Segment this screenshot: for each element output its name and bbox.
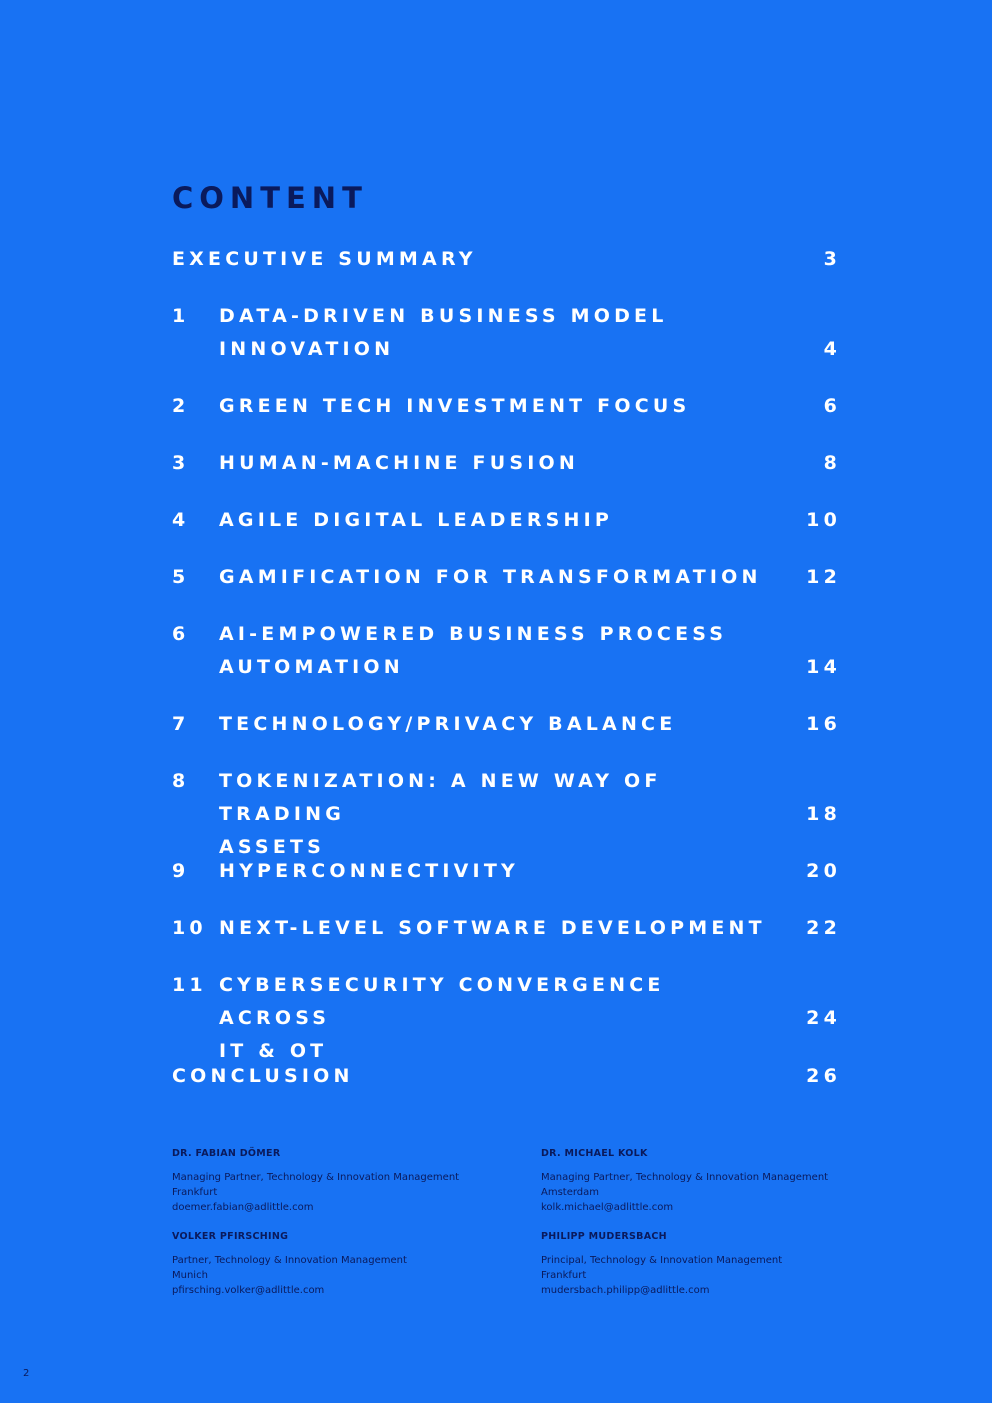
toc-entry-page: 12	[806, 566, 841, 588]
toc-entry-title-line: HYPERCONNECTIVITY	[219, 860, 519, 882]
toc-entry-page: 14	[806, 656, 841, 678]
contact-role: Managing Partner, Technology & Innovation Management	[541, 1172, 829, 1183]
contact-role: Managing Partner, Technology & Innovation Management	[172, 1172, 460, 1183]
toc-entry-title-line: CONCLUSION	[172, 1065, 354, 1087]
toc-entry-number: 10	[172, 917, 207, 939]
toc-entry-page: 18	[806, 803, 841, 825]
toc-entry-title-line: TOKENIZATION: A NEW WAY OF TRADING	[219, 770, 662, 825]
toc-entry-number: 8	[172, 770, 190, 792]
contact-city: Frankfurt	[541, 1270, 587, 1281]
toc-entry-title-line: ASSETS	[219, 836, 326, 858]
contact-email[interactable]: mudersbach.philipp@adlittle.com	[541, 1285, 710, 1296]
contact-name: DR. FABIAN DÖMER	[172, 1148, 281, 1159]
contact-role: Partner, Technology & Innovation Management	[172, 1255, 407, 1266]
contact-card	[541, 1229, 782, 1298]
toc-entry-title-line: AI-EMPOWERED BUSINESS PROCESS	[219, 623, 728, 645]
toc-entry-title-line: INNOVATION	[219, 338, 395, 360]
toc-entry-page: 24	[806, 1007, 841, 1029]
contact-card	[541, 1146, 828, 1215]
toc-entry-title-line: NEXT-LEVEL SOFTWARE DEVELOPMENT	[219, 917, 766, 939]
toc-entry-page: 16	[806, 713, 841, 735]
toc-entry-page: 6	[823, 395, 841, 417]
toc-entry-number: 3	[172, 452, 190, 474]
toc-entry-number: 6	[172, 623, 190, 645]
contact-email[interactable]: pfirsching.volker@adlittle.com	[172, 1285, 325, 1296]
toc-entry-page: 4	[823, 338, 841, 360]
toc-entry-page: 10	[806, 509, 841, 531]
toc-entry-number: 5	[172, 566, 190, 588]
toc-entry-title-line: IT & OT	[219, 1040, 328, 1062]
toc-entry-number: 2	[172, 395, 190, 417]
contact-city: Munich	[172, 1270, 208, 1281]
contact-role: Principal, Technology & Innovation Management	[541, 1255, 783, 1266]
toc-entry-title-line: GREEN TECH INVESTMENT FOCUS	[219, 395, 691, 417]
contact-city: Amsterdam	[541, 1187, 600, 1198]
contact-card	[172, 1229, 407, 1298]
toc-entry-title-line: DATA-DRIVEN BUSINESS MODEL	[219, 305, 668, 327]
toc-entry-title-line: AGILE DIGITAL LEADERSHIP	[219, 509, 614, 531]
page-title: CONTENT	[172, 181, 368, 215]
toc-entry-title-line: TECHNOLOGY/PRIVACY BALANCE	[219, 713, 677, 735]
contact-name: VOLKER PFIRSCHING	[172, 1231, 289, 1242]
contact-name: DR. MICHAEL KOLK	[541, 1148, 648, 1159]
toc-entry-page: 8	[823, 452, 841, 474]
contact-email[interactable]: kolk.michael@adlittle.com	[541, 1202, 674, 1213]
contact-name: PHILIPP MUDERSBACH	[541, 1231, 667, 1242]
toc-entry-title-line: GAMIFICATION FOR TRANSFORMATION	[219, 566, 762, 588]
toc-entry-number: 1	[172, 305, 190, 327]
page-number: 2	[23, 1368, 30, 1379]
toc-entry-page: 26	[806, 1065, 841, 1087]
toc-entry-number: 4	[172, 509, 190, 531]
toc-entry-number: 7	[172, 713, 190, 735]
toc-entry-title-line: EXECUTIVE SUMMARY	[172, 248, 477, 270]
toc-entry-number: 11	[172, 974, 207, 996]
toc-entry-page: 20	[806, 860, 841, 882]
contact-card	[172, 1146, 459, 1215]
toc-entry-page: 3	[823, 248, 841, 270]
toc-entry-number: 9	[172, 860, 190, 882]
toc-entry-title-line: CYBERSECURITY CONVERGENCE ACROSS	[219, 974, 665, 1029]
contact-email[interactable]: doemer.fabian@adlittle.com	[172, 1202, 314, 1213]
contact-city: Frankfurt	[172, 1187, 218, 1198]
toc-entry-title-line: AUTOMATION	[219, 656, 404, 678]
toc-entry-page: 22	[806, 917, 841, 939]
toc-entry-title-line: HUMAN-MACHINE FUSION	[219, 452, 579, 474]
